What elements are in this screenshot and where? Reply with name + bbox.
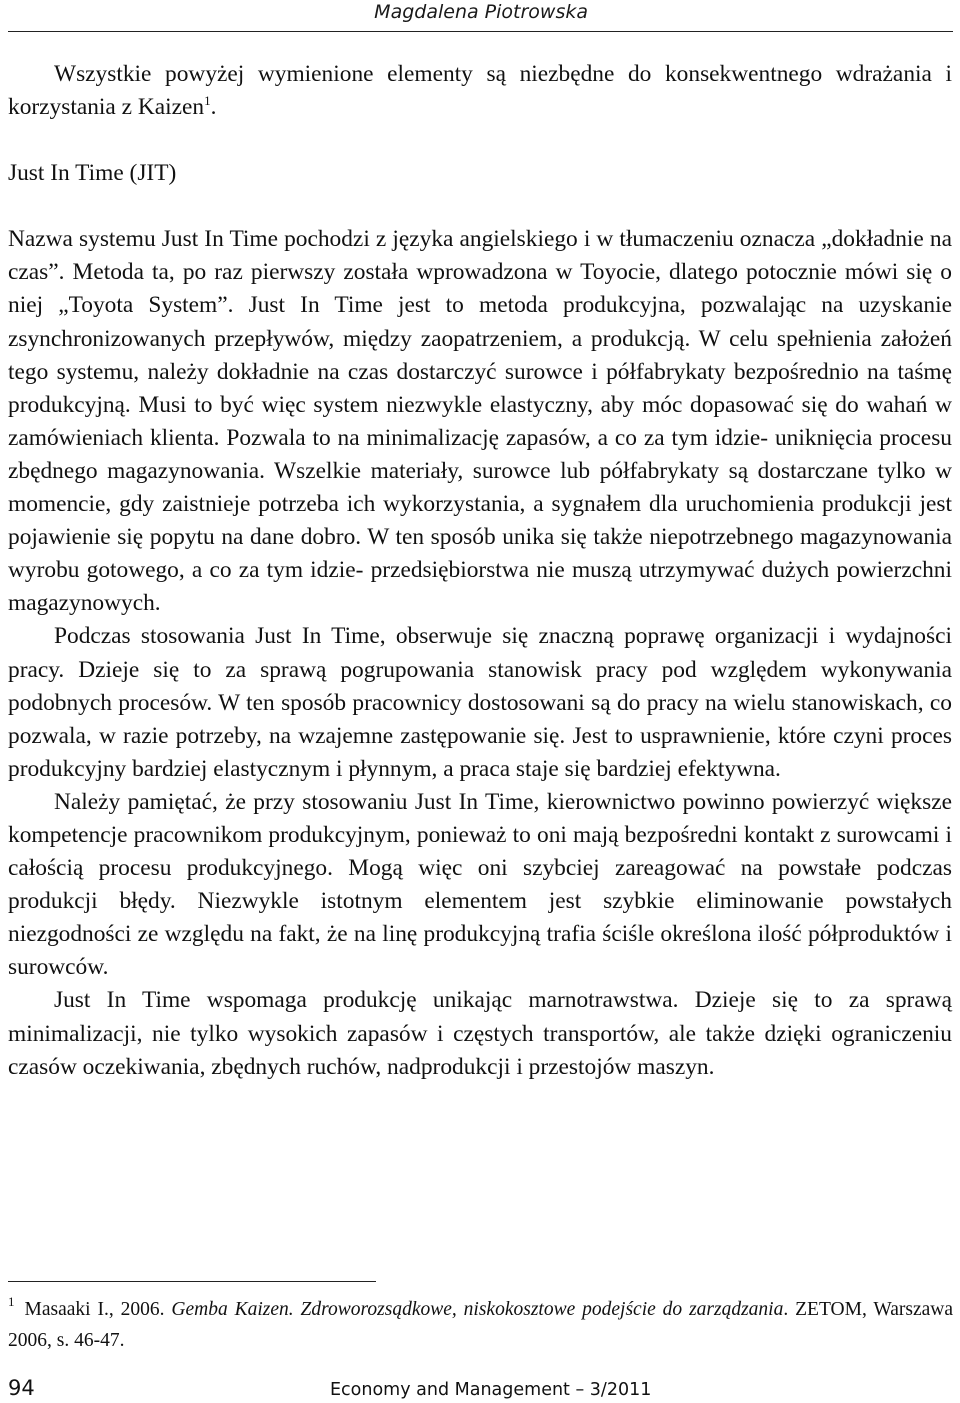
footnote [8, 1294, 953, 1356]
paragraph-4: Just In Time wspomaga produkcję unikając marnotrawstwa. Dzieje się to za sprawą minimalizacji, nie tylko wysokich zapasów i częstych transportów, ale także dzięki ograniczeniu czasów oczekiwania, zbędnych ruchów, nadprodukcji i przestojów maszyn. [8, 987, 952, 1080]
spacer [8, 124, 952, 157]
section-heading: Just In Time (JIT) [8, 160, 177, 187]
footnote-rest: . ZETOM, Warszawa 2006, s. 46-47. [8, 1299, 953, 1351]
footnote-ref: 1 [204, 93, 211, 109]
header-rule [8, 31, 953, 32]
intro-text: Wszystkie powyżej wymienione elementy są niezbędne do konsekwentnego wdrażania i korzystania z Kaizen [8, 61, 952, 121]
page-number: 94 [8, 1376, 35, 1400]
journal-name: Economy and Management – 3/2011 [330, 1380, 652, 1400]
intro-paragraph [8, 58, 952, 124]
page-footer [8, 1376, 953, 1403]
intro-end: . [210, 94, 217, 121]
footnote-rule [8, 1281, 376, 1282]
main-text [8, 58, 952, 1084]
footnote-title: Gemba Kaizen. Zdroworozsądkowe, niskokosztowe podejście do zarządzania [171, 1299, 784, 1320]
spacer [8, 190, 952, 223]
footnote-number: 1 [8, 1294, 15, 1309]
paragraph-2: Podczas stosowania Just In Time, obserwuje się znaczną poprawę organizacji i wydajności pracy. Dzieje się to za sprawą pogrupowania stanowisk pracy pod względem wykonywania podobnych procesów. W ten sposób pracownicy dostosowani są do pracy na wielu stanowiskach, co pozwala, w razie potrzeby, na wzajemne zastępowanie się. Jest to usprawnienie, które czyni proces produkcyjny bardziej elastycznym i płynnym, a praca staje się bardziej efektywna. [8, 623, 952, 782]
paragraph-3: Należy pamiętać, że przy stosowaniu Just In Time, kierownictwo powinno powierzyć większe kompetencje pracownikom produkcyjnym, ponieważ to oni mają bezpośredni kontakt z surowcami i całością procesu produkcyjnego. Mogą więc oni szybciej zareagować na powstałe podczas produkcji błędy. Niezwykle istotnym elementem jest szybkie eliminowanie powstałych niezgodności ze względu na fakt, że na linę produkcyjną trafia ściśle określona ilość półproduktów i surowców. [8, 788, 952, 981]
footnote-author: Masaaki I., 2006. [24, 1299, 165, 1320]
paragraph-1: Nazwa systemu Just In Time pochodzi z języka angielskiego i w tłumaczeniu oznacza „dokładnie na czas”. Metoda ta, po raz pierwszy została wprowadzona w Toyocie, dlatego potocznie mówi się o niej „Toyota System”. Just In Time jest to metoda produkcyjna, pozwalając na uzyskanie zsynchronizowanych przepływów, między zaopatrzeniem, a produkcją. W celu spełnienia założeń tego systemu, należy dokładnie na czas dostarczyć surowce i półfabrykaty bezpośrednio na taśmę produkcyjną. Musi to być więc system niezwykle elastyczny, aby móc dopasować się do wahań w zamówieniach klienta. Pozwala to na minimalizację zapasów, a co za tym idzie- uniknięcia procesu zbędnego magazynowania. Wszelkie materiały, surowce lub półfabrykaty są dostarczane tylko w momencie, gdy zaistnieje potrzeba ich wykorzystania, a sygnałem dla uruchomienia produkcji jest pojawienie się popytu na dane dobro. W ten sposób unika się także niepotrzebnego magazynowania wyrobu gotowego, a co za tym idzie- przedsiębiorstwa nie muszą utrzymywać dużych powierzchni magazynowych. [8, 226, 952, 617]
running-header-author: Magdalena Piotrowska [374, 1, 588, 23]
